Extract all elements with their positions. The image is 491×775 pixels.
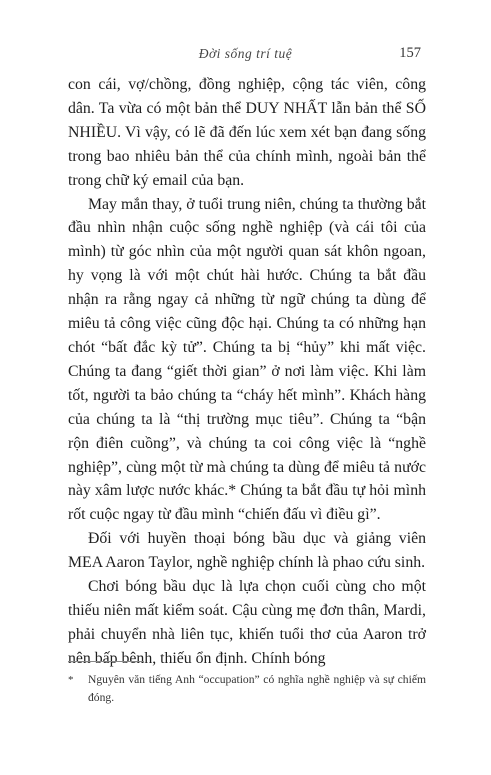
paragraph-4: Chơi bóng bầu dục là lựa chọn cuối cùng cho một thiếu niên mất kiểm soát. Cậu cùng mẹ đơn thân, Mardi, phải chuyển nhà liên tục, khiến tuổi thơ của Aaron trở nên bấp bênh, thiếu ổn định. Chính bóng [68, 578, 426, 667]
page-number: 157 [399, 45, 421, 61]
footnote-divider [68, 661, 144, 662]
footnote [68, 671, 426, 707]
running-title: Đời sống trí tuệ [198, 46, 293, 61]
paragraph-3: Đối với huyền thoại bóng bầu dục và giảng viên MEA Aaron Taylor, nghề nghiệp chính là phao cứu sinh. [68, 530, 426, 572]
paragraph-2: May mắn thay, ở tuổi trung niên, chúng ta thường bắt đầu nhìn nhận cuộc sống nghề nghiệp (và cái tôi của mình) từ góc nhìn của một người quan sát khôn ngoan, hy vọng là với một chút hài hước. Chúng ta bắt đầu nhận ra rằng ngay cả những từ ngữ chúng ta dùng để miêu tả công việc cũng độc hại. Chúng ta có những hạn chót “bất đắc kỳ tử”. Chúng ta bị “hủy” khi mất việc. Chúng ta đang “giết thời gian” ở nơi làm việc. Khi làm tốt, người ta bảo chúng ta “cháy hết mình”. Khách hàng của chúng ta là “thị trường mục tiêu”. Chúng ta “bận rộn điên cuồng”, và chúng ta coi công việc là “nghề nghiệp”, cùng một từ mà chúng ta dùng để miêu tả nước này xâm lược nước khác.* Chúng ta bắt đầu tự hỏi mình rốt cuộc ngay từ đầu mình “chiến đấu vì điều gì”. [68, 195, 426, 524]
running-header [0, 46, 491, 66]
footnote-mark: * [68, 674, 74, 686]
footnote-text: Nguyên văn tiếng Anh “occupation” có nghĩa nghề nghiệp và sự chiếm đóng. [88, 673, 426, 704]
paragraph-1: con cái, vợ/chồng, đồng nghiệp, cộng tác viên, công dân. Ta vừa có một bản thể DUY NHẤT lẫn bản thể SỐ NHIỀU. Vì vậy, có lẽ đã đến lúc xem xét bạn đang sống trong bao nhiêu bản thể của chính mình, ngoài bản thể trong chữ ký email của bạn. [68, 76, 426, 189]
body-text [68, 73, 426, 671]
